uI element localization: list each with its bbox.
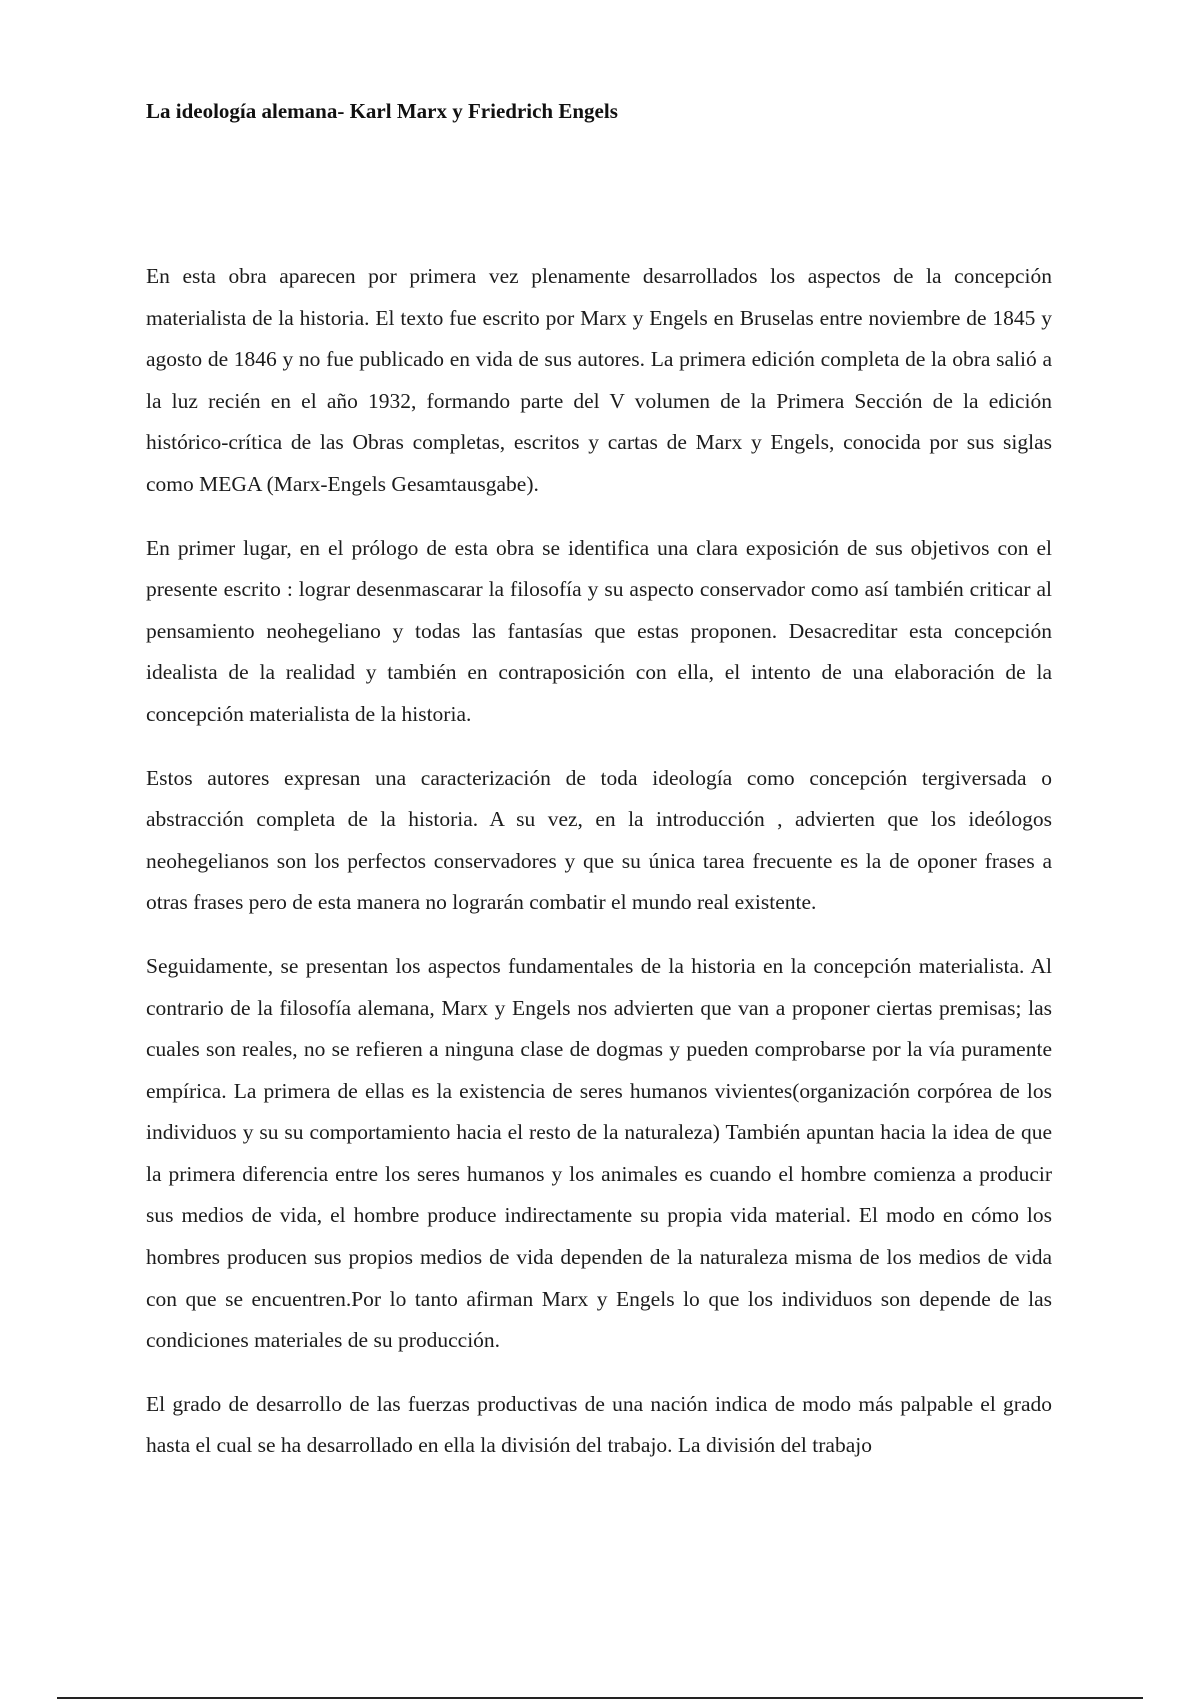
paragraph-3: Estos autores expresan una caracterización de toda ideología como concepción tergiversada o abstracción completa de la historia. A su vez, en la introducción , advierten que los ideólogos neohegelianos son los perfectos conservadores y que su única tarea frecuente es la de oponer frases a otras frases pero de esta manera no lograrán combatir el mundo real existente. (146, 765, 1052, 915)
footer-divider (57, 1697, 1143, 1699)
document-body (146, 256, 1052, 1467)
paragraph-2: En primer lugar, en el prólogo de esta obra se identifica una clara exposición de sus objetivos con el presente escrito : lograr desenmascarar la filosofía y su aspecto conservador como así también criticar al pensamiento neohegeliano y todas las fantasías que estas proponen. Desacreditar esta concepción idealista de la realidad y también en contraposición con ella, el intento de una elaboración de la concepción materialista de la historia. (146, 535, 1052, 726)
paragraph-5: El grado de desarrollo de las fuerzas productivas de una nación indica de modo más palpable el grado hasta el cual se ha desarrollado en ella la división del trabajo. La división del trabajo (146, 1391, 1052, 1458)
paragraph-4: Seguidamente, se presentan los aspectos fundamentales de la historia en la concepción materialista. Al contrario de la filosofía alemana, Marx y Engels nos advierten que van a proponer ciertas premisas; las cuales son reales, no se refieren a ninguna clase de dogmas y pueden comprobarse por la vía puramente empírica. La primera de ellas es la existencia de seres humanos vivientes(organización corpórea de los individuos y su su comportamiento hacia el resto de la naturaleza) También apuntan hacia la idea de que la primera diferencia entre los seres humanos y los animales es cuando el hombre comienza a producir sus medios de vida, el hombre produce indirectamente su propia vida material. El modo en cómo los hombres producen sus propios medios de vida dependen de la naturaleza misma de los medios de vida con que se encuentren.Por lo tanto afirman Marx y Engels lo que los individuos son depende de las condiciones materiales de su producción. (146, 953, 1052, 1353)
paragraph-1: En esta obra aparecen por primera vez plenamente desarrollados los aspectos de la concepción materialista de la historia. El texto fue escrito por Marx y Engels en Bruselas entre noviembre de 1845 y agosto de 1846 y no fue publicado en vida de sus autores. La primera edición completa de la obra salió a la luz recién en el año 1932, formando parte del V volumen de la Primera Sección de la edición histórico-crítica de las Obras completas, escritos y cartas de Marx y Engels, conocida por sus siglas como MEGA (Marx-Engels Gesamtausgabe). (146, 264, 1052, 496)
document-title: La ideología alemana- Karl Marx y Friedrich Engels (146, 99, 618, 123)
